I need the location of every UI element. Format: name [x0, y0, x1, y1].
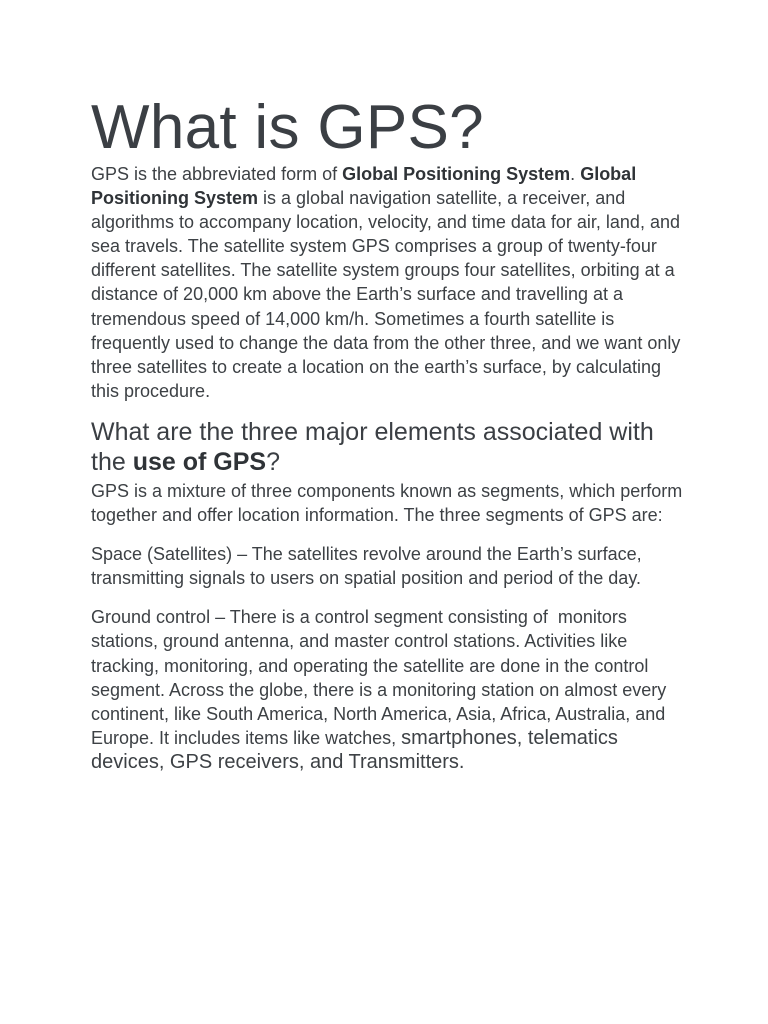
page-title: What is GPS? — [91, 93, 484, 162]
ground-text-2: smartphones, telematics devices, GPS receivers, and Transmitters. — [91, 726, 618, 773]
intro-bold-1: Global Positioning System — [342, 164, 571, 184]
ground-control-paragraph — [91, 605, 691, 774]
intro-text-1: GPS is the abbreviated form of — [91, 164, 343, 184]
intro-text-2: . — [570, 164, 581, 184]
heading-text-1: What are the three major elements associated with the — [91, 417, 654, 476]
intro-text-3: is a global navigation satellite, a receiver, and algorithms to accompany location, velocity, and time data for air, land, and sea travels. The satellite system GPS comprises a group of twenty-four different satellites. The satellite system groups four satellites, orbiting at a distance of 20,000 km above the Earth’s surface and travelling at a tremendous speed of 14,000 km/h. Sometimes a fourth satellite is frequently used to change the data from the other three, and we want only three satellites to create a location on the earth’s surface, by calculating this procedure. — [91, 188, 681, 401]
heading-text-2: ? — [266, 447, 280, 476]
ground-text-1: Ground control – There is a control segment consisting of monitors stations, ground antenna, and master control stations. Activities like tracking, monitoring, and operating the satellite are done in the control segment. Across the globe, there is a monitoring station on almost every continent, like South America, North America, Asia, Africa, Australia, and Europe. It includes items like watches, — [91, 607, 667, 748]
intro-paragraph — [91, 162, 691, 403]
document-page — [91, 92, 691, 774]
space-segment-paragraph: Space (Satellites) – The satellites revolve around the Earth’s surface, transmitting signals to users on spatial position and period of the day. — [91, 544, 642, 589]
intro-bold-2: Global Positioning System — [91, 164, 637, 209]
heading-bold: use of GPS — [132, 447, 267, 476]
segments-intro-paragraph: GPS is a mixture of three components known as segments, which perform together and offer location information. The three segments of GPS are: — [91, 480, 683, 526]
section-heading — [91, 417, 691, 477]
